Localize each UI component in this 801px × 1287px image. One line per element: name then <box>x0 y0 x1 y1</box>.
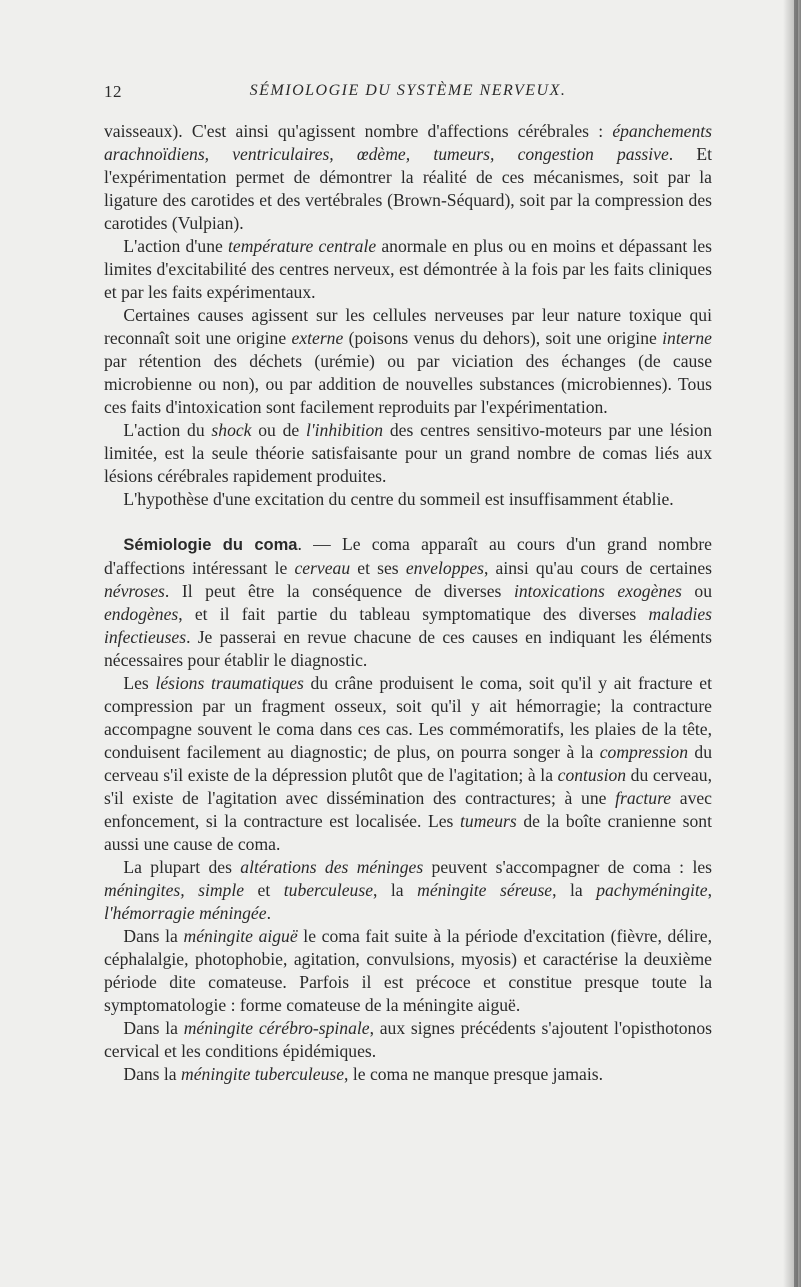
body-text <box>104 120 712 1086</box>
paragraph <box>104 925 712 1017</box>
page-edge-line <box>794 0 798 1287</box>
paragraph <box>104 1063 712 1086</box>
text-run: du crâne produisent le coma, soit qu'il y ait fracture et compression par un fragment osseux, soit qu'il y ait hémorragie; la contracture accompagne souvent le coma dans ces cas. Les commémoratifs, les plaies de la tête, conduisent facilement au diagnostic; de plus, on pourra songer à la <box>104 673 712 762</box>
text-run: ou de <box>251 420 307 440</box>
italic-term: fracture <box>615 788 672 808</box>
text-run: , la <box>373 880 418 900</box>
italic-term: interne <box>662 328 712 348</box>
paragraph <box>104 304 712 419</box>
text-run: . <box>266 903 271 923</box>
text-run: . Je passerai en revue chacune de ces causes en indiquant les éléments nécessaires pour établir le diagnostic. <box>104 627 712 670</box>
text-run: Certaines causes agissent sur les cellules nerveuses par leur nature toxique qui reconnaît soit une origine <box>104 305 712 348</box>
paragraph <box>104 419 712 488</box>
italic-term: méningite tuberculeuse <box>181 1064 345 1084</box>
italic-term: endogènes <box>104 604 179 624</box>
italic-term: méningites, simple <box>104 880 245 900</box>
running-title: SÉMIOLOGIE DU SYSTÈME NERVEUX. <box>249 82 567 99</box>
italic-term: enveloppes <box>405 558 484 578</box>
italic-term: méningite aiguë <box>183 926 298 946</box>
italic-term: tumeurs <box>460 811 517 831</box>
italic-term: l'inhibition <box>306 420 384 440</box>
text-run: Les <box>123 673 156 693</box>
text-run: , et il fait partie du tableau symptomatique des diverses <box>178 604 649 624</box>
paragraph <box>104 533 712 672</box>
text-run: de la boîte cranienne sont aussi une cause de coma. <box>104 811 712 854</box>
italic-term: contusion <box>557 765 627 785</box>
italic-term: compression <box>599 742 689 762</box>
text-run: . Et l'expérimentation permet de démontrer la réalité de ces mécanismes, soit par la ligature des carotides et des vertébrales (Brown-Séquard), soit par la compression des carotides (Vulpian). <box>104 144 712 233</box>
text-run: L'action d'une <box>123 236 228 256</box>
text-run: peuvent s'accompagner de coma : les <box>423 857 712 877</box>
text-run: vaisseaux). C'est ainsi qu'agissent nombre d'affections cérébrales : <box>104 121 613 141</box>
text-run: du cerveau, s'il existe de l'agitation avec dissémination des contractures; à une <box>104 765 712 808</box>
text-run: Dans la <box>123 926 184 946</box>
text-run: des centres sensitivo-moteurs par une lésion limitée, est la seule théorie satisfaisante pour un grand nombre de comas liés aux lésions cérébrales rapidement produites. <box>104 420 713 486</box>
italic-term: cerveau <box>294 558 351 578</box>
text-run: L'hypothèse d'une excitation du centre du sommeil est insuffisamment établie. <box>123 489 674 509</box>
italic-term: maladies infectieuses <box>104 604 712 647</box>
text-run: , le coma ne manque presque jamais. <box>344 1064 603 1084</box>
text-run: ou <box>681 581 712 601</box>
italic-term: température centrale <box>228 236 377 256</box>
section-title: Sémiologie du coma <box>123 536 298 554</box>
paragraph <box>104 856 712 925</box>
text-run: avec enfoncement, si la contracture est localisée. Les <box>104 788 712 831</box>
italic-term: shock <box>211 420 252 440</box>
text-run: du cerveau s'il existe de la dépression plutôt que de l'agitation; à la <box>104 742 712 785</box>
text-run: (poisons venus du dehors), soit une origine <box>343 328 663 348</box>
paragraph <box>104 488 712 511</box>
italic-term: lésions traumatiques <box>155 673 304 693</box>
page-number: 12 <box>104 82 122 101</box>
italic-term: altérations des méninges <box>240 857 424 877</box>
text-run: . Il peut être la conséquence de diverses <box>164 581 514 601</box>
paragraph <box>104 235 712 304</box>
italic-term: méningite cérébro-spinale <box>183 1018 370 1038</box>
page-header <box>104 82 712 104</box>
italic-term: externe <box>291 328 344 348</box>
page-edge-shadow <box>783 0 801 1287</box>
italic-term: intoxications exogènes <box>513 581 682 601</box>
text-run: par rétention des déchets (urémie) ou par viciation des échanges (de cause microbienne ou non), ou par addition de nouvelles substances (microbiennes). Tous ces faits d'intoxication sont facilement reproduits par l'expérimentation. <box>104 351 712 417</box>
text-run: La plupart des <box>123 857 241 877</box>
italic-term: pachyméningite <box>596 880 708 900</box>
italic-term: épanchements arachnoïdiens, ventriculaires, œdème, tumeurs, congestion passive <box>104 121 712 164</box>
italic-term: tuberculeuse <box>283 880 374 900</box>
text-run: , aux signes précédents s'ajoutent l'opisthotonos cervical et les conditions épidémiques. <box>104 1018 712 1061</box>
text-run: Dans la <box>123 1064 182 1084</box>
text-run: anormale en plus ou en moins et dépassant les limites d'excitabilité des centres nerveux, est démontrée à la fois par les faits cliniques et par les faits expérimentaux. <box>104 236 713 302</box>
text-run: , ainsi qu'au cours de certaines <box>483 558 713 578</box>
paragraph <box>104 1017 712 1063</box>
italic-term: l'hémorragie méningée <box>104 903 267 923</box>
italic-term: méningite séreuse <box>417 880 553 900</box>
text-run: Dans la <box>123 1018 184 1038</box>
text-run: le coma fait suite à la période d'excitation (fièvre, délire, céphalalgie, photophobie, agitation, convulsions, myosis) et caractérise la deuxième période dite comateuse. Parfois il est précoce et constitue presque toute la symptomatologie : forme comateuse de la méningite aiguë. <box>104 926 712 1015</box>
text-run: et <box>244 880 284 900</box>
text-run: . — Le coma apparaît au cours d'un grand nombre d'affections intéressant le <box>104 534 712 578</box>
paragraph <box>104 120 712 235</box>
paragraph <box>104 672 712 856</box>
text-run: , la <box>552 880 597 900</box>
italic-term: névroses <box>104 581 165 601</box>
text-run: , <box>707 880 712 900</box>
text-run: et ses <box>350 558 406 578</box>
text-run: L'action du <box>123 420 212 440</box>
